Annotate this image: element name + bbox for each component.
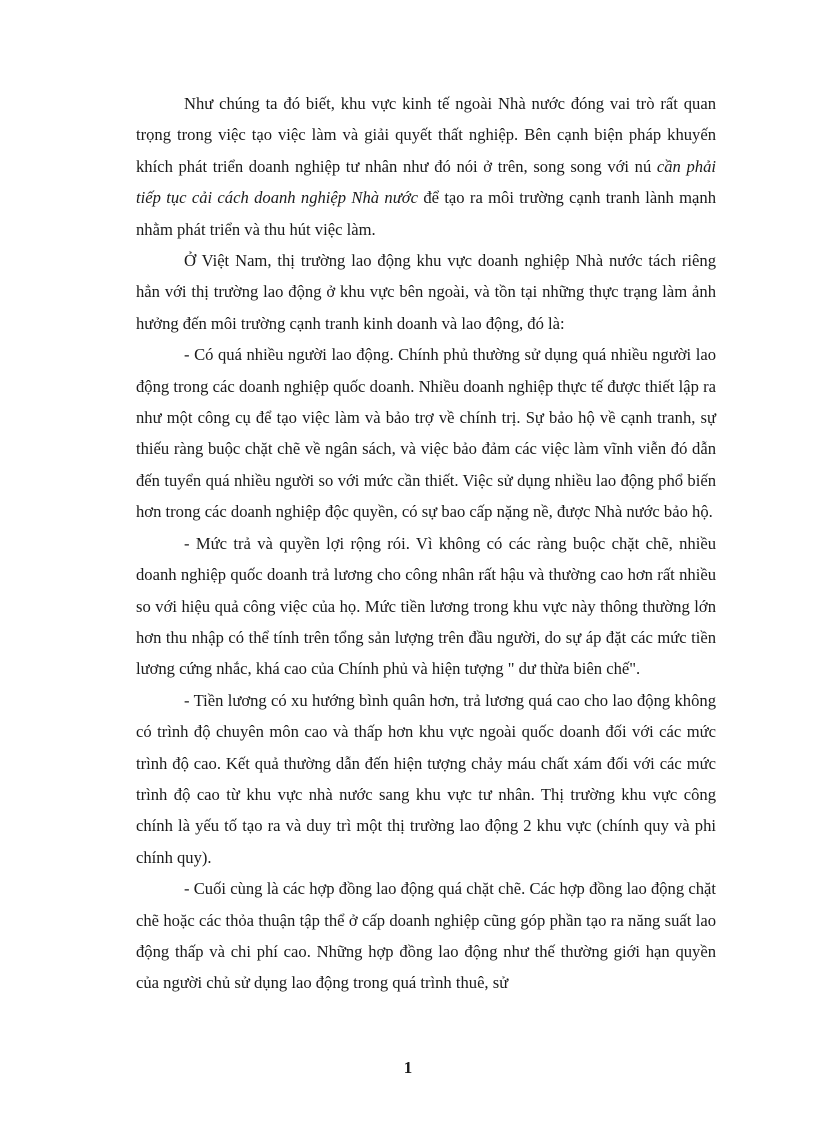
paragraph-5-text: - Tiền lương có xu hướng bình quân hơn, trả lương quá cao cho lao động không có trình độ chuyên môn cao và thấp hơn khu vực ngoài quốc doanh đối với các mức trình độ cao. Kết quả thường dẫn đến hiện tượng chảy máu chất xám đối với các mức trình độ cao từ khu vực nhà nước sang khu vực tư nhân. Thị trường khu vực công chính là yếu tố tạo ra và duy trì một thị trường lao động 2 khu vực (chính quy và phi chính quy). (136, 690, 716, 867)
paragraph-1-run-1: Như chúng ta đó biết, khu vực kinh tế ngoài Nhà nước đóng vai trò rất quan trọng trong việc tạo việc làm và giải quyết thất nghiệp. Bên cạnh biện pháp khuyến khích phát triển doanh nghiệp tư nhân như đó nói ở trên, song song với nú (136, 94, 716, 176)
paragraph-3 (136, 339, 716, 527)
paragraph-6-text: - Cuối cùng là các hợp đồng lao động quá chặt chẽ. Các hợp đồng lao động chặt chẽ hoặc các thỏa thuận tập thể ở cấp doanh nghiệp cũng góp phần tạo ra năng suất lao động thấp và chi phí cao. Những hợp đồng lao động như thế thường giới hạn quyền của người chủ sử dụng lao động trong quá trình thuê, sử (136, 879, 716, 993)
paragraph-5 (136, 685, 716, 873)
body-text (136, 88, 716, 999)
paragraph-4 (136, 528, 716, 685)
paragraph-2 (136, 245, 716, 339)
paragraph-2-text: Ở Việt Nam, thị trường lao động khu vực doanh nghiệp Nhà nước tách riêng hẳn với thị trường lao động ở khu vực bên ngoài, và tồn tại những thực trạng làm ảnh hưởng đến môi trường cạnh tranh kinh doanh và lao động, đó là: (136, 251, 716, 333)
paragraph-4-text: - Mức trả và quyền lợi rộng rói. Vì không có các ràng buộc chặt chẽ, nhiều doanh nghiệp quốc doanh trả lương cho công nhân rất hậu và thường cao hơn rất nhiều so với hiệu quả công việc của họ. Mức tiền lương trong khu vực này thông thường lớn hơn thu nhập có thể tính trên tổng sản lượng trên đầu người, do sự áp đặt các mức tiền lương cứng nhắc, khá cao của Chính phủ và hiện tượng " dư thừa biên chế". (136, 533, 716, 679)
paragraph-6 (136, 873, 716, 999)
paragraph-1 (136, 88, 716, 245)
paragraph-1-run-3: để tạo ra môi trường cạnh tranh lành mạnh nhằm phát triển và thu hút việc làm. (136, 188, 716, 239)
paragraph-1-italic-phrase: cần phải tiếp tục cải cách doanh nghiệp Nhà nước (136, 156, 716, 208)
page-number: 1 (403, 1058, 413, 1077)
paragraph-3-text: - Có quá nhiều người lao động. Chính phủ thường sử dụng quá nhiều người lao động trong các doanh nghiệp quốc doanh. Nhiều doanh nghiệp thực tế được thiết lập ra như một công cụ để tạo việc làm và bảo trợ về chính trị. Sự bảo hộ về cạnh tranh, sự thiếu ràng buộc chặt chẽ về ngân sách, và việc bảo đảm các việc làm vĩnh viễn đó dẫn đến tuyển quá nhiều người so với mức cần thiết. Việc sử dụng nhiều lao động phổ biến hơn trong các doanh nghiệp độc quyền, có sự bao cấp nặng nề, được Nhà nước bảo hộ. (136, 345, 716, 522)
